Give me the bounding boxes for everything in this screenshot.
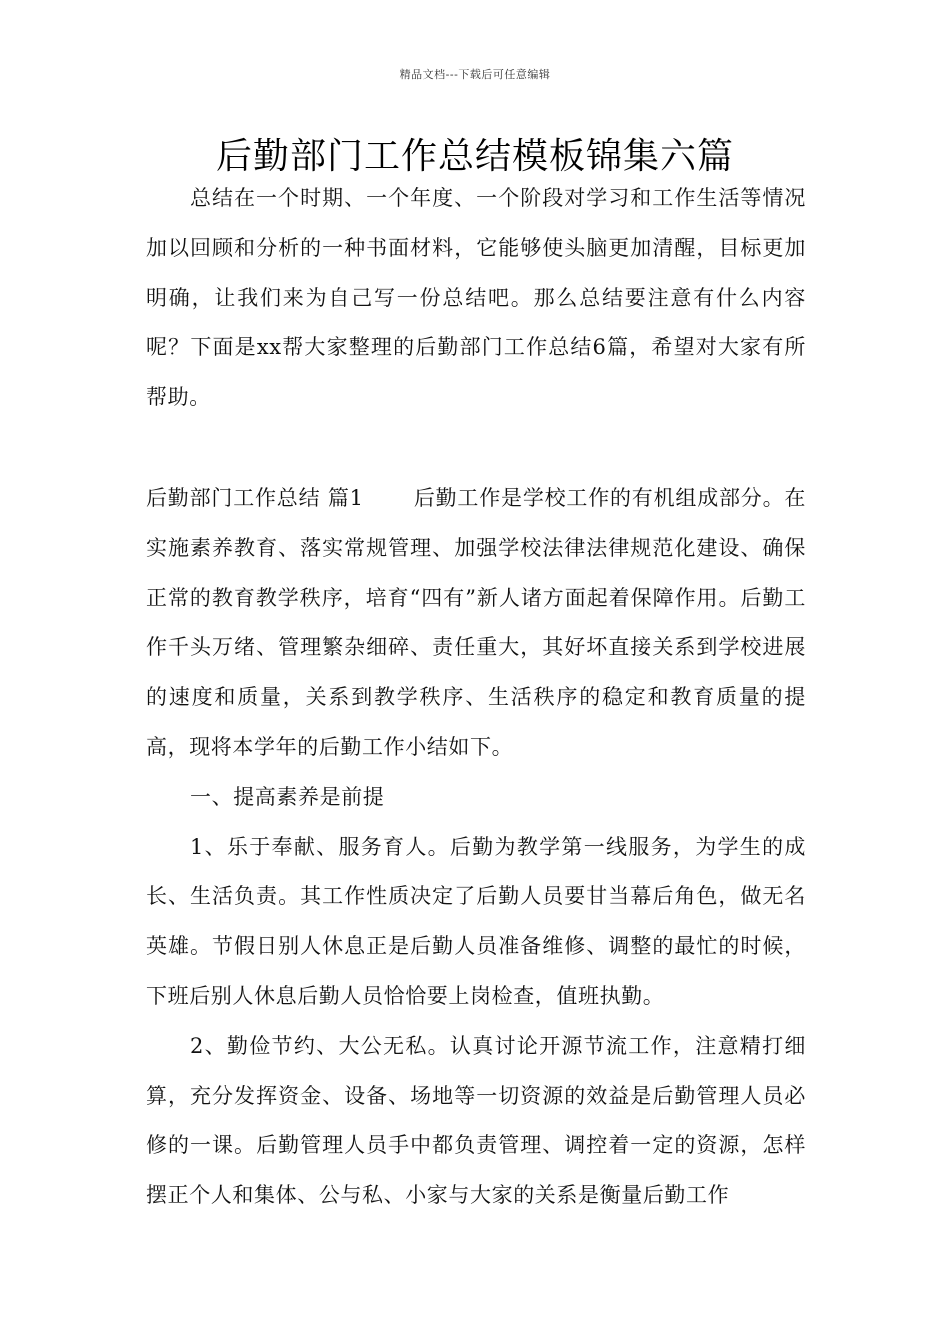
intro-paragraph: 总结在一个时期、一个年度、一个阶段对学习和工作生活等情况加以回顾和分析的一种书面材料，它能够使头脑更加清醒，目标更加明确，让我们来为自己写一份总结吧。那么总结要注意有什么内容呢？下面是xx帮大家整理的后勤部门工作总结6篇，希望对大家有所帮助。 (146, 186, 806, 410)
section-1 (146, 474, 806, 1221)
section-1-point-1: 1、乐于奉献、服务育人。后勤为教学第一线服务，为学生的成长、生活负责。其工作性质决定了后勤人员要甘当幕后角色，做无名英雄。节假日别人休息正是后勤人员准备维修、调整的最忙的时候，下班后别人休息后勤人员恰恰要上岗检查，值班执勤。 (146, 834, 806, 1008)
section-1-subheading: 一、提高素养是前提 (190, 784, 385, 809)
section-1-heading: 后勤部门工作总结 篇1 (146, 486, 364, 510)
header-note: 精品文档---下载后可任意编辑 (399, 68, 551, 81)
document-title: 后勤部门工作总结模板锦集六篇 (215, 136, 734, 177)
section-1-lead-text: 后勤工作是学校工作的有机组成部分。在实施素养教育、落实常规管理、加强学校法律法律规范化建设、确保正常的教育教学秩序，培育“四有”新人诸方面起着保障作用。后勤工作千头万绪、管理繁杂细碎、责任重大，其好坏直接关系到学校进展的速度和质量，关系到教学秩序、生活秩序的稳定和教育质量的提高，现将本学年的后勤工作小结如下。 (146, 486, 806, 759)
section-1-lead-paragraph (146, 474, 806, 773)
section-1-point-2: 2、勤俭节约、大公无私。认真讨论开源节流工作，注意精打细算，充分发挥资金、设备、场地等一切资源的效益是后勤管理人员必修的一课。后勤管理人员手中都负责管理、调控着一定的资源，怎样摆正个人和集体、公与私、小家与大家的关系是衡量后勤工作 (146, 1033, 806, 1208)
